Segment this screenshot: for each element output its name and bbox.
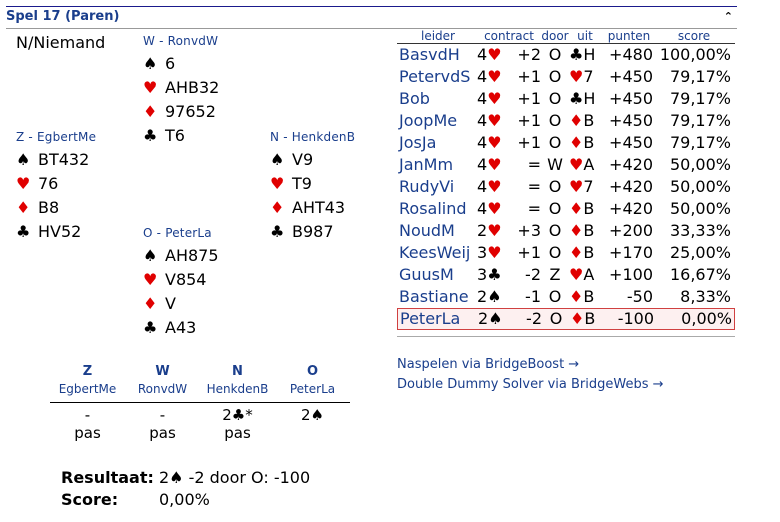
bid-name-south: EgbertMe	[58, 382, 117, 396]
row-uit: ♦B	[569, 199, 595, 218]
row-contract: 4♥	[477, 111, 502, 130]
col-contract: contract	[484, 29, 534, 43]
bid-dir-east: O	[306, 364, 319, 379]
hand-south-hearts: ♥ 76	[16, 172, 96, 196]
bid-name-east: PeterLa	[289, 382, 336, 396]
row-leider[interactable]: PetervdS	[399, 67, 471, 86]
row-score: 79,17%	[669, 67, 731, 86]
row-result: +3	[517, 221, 541, 240]
table-row	[397, 110, 735, 132]
spade-icon: ♠	[143, 54, 158, 73]
row-leider[interactable]: GuusM	[399, 265, 454, 284]
row-leider[interactable]: Bob	[399, 89, 430, 108]
row-leider[interactable]: KeesWeij	[399, 243, 471, 262]
lead-suit-icon: ♥	[569, 67, 584, 86]
bid-call: pas	[74, 424, 101, 442]
row-leider[interactable]: Bastiane	[399, 287, 469, 306]
row-leider[interactable]: JoopMe	[399, 111, 458, 130]
contract-suit-icon: ♥	[487, 67, 502, 86]
contract-suit-icon: ♥	[487, 155, 502, 174]
hand-south-diamonds: ♦ B8	[16, 196, 96, 220]
row-uit: ♦B	[569, 111, 595, 130]
spade-icon: ♠	[16, 150, 31, 169]
lead-suit-icon: ♦	[570, 309, 585, 328]
resultaat-row	[61, 467, 310, 489]
heart-icon: ♥	[143, 270, 158, 289]
hand-east-clubs: ♣ A43	[143, 316, 219, 340]
row-result: +1	[517, 133, 541, 152]
table-row	[397, 44, 735, 66]
score-value: 0,00%	[159, 490, 210, 509]
row-result: +1	[517, 67, 541, 86]
lead-suit-icon: ♣	[569, 89, 584, 108]
row-punten: -100	[617, 309, 654, 328]
row-leider[interactable]: Rosalind	[399, 199, 467, 218]
row-result: =	[527, 155, 541, 174]
score-row	[61, 489, 310, 511]
lead-suit-icon: ♦	[569, 287, 584, 306]
row-score: 50,00%	[669, 199, 731, 218]
lead-suit-icon: ♦	[569, 133, 584, 152]
col-leider: leider	[421, 29, 455, 43]
table-row	[397, 132, 735, 154]
lead-suit-icon: ♦	[569, 221, 584, 240]
row-leider[interactable]: JanMm	[399, 155, 454, 174]
row-uit: ♥A	[569, 155, 595, 174]
row-punten: +450	[609, 89, 653, 108]
diamond-icon: ♦	[143, 294, 158, 313]
row-door: O	[548, 199, 562, 218]
contract-suit-icon: ♣	[487, 265, 502, 284]
table-row	[397, 66, 735, 88]
row-punten: +170	[609, 243, 653, 262]
row-uit: ♦B	[569, 287, 595, 306]
row-punten: +480	[609, 45, 653, 64]
bid-dir-south: Z	[82, 364, 93, 379]
row-score: 50,00%	[669, 177, 731, 196]
row-result: -1	[525, 287, 541, 306]
contract-suit-icon: ♥	[487, 199, 502, 218]
row-uit: ♥7	[569, 177, 594, 196]
row-leider[interactable]: RudyVi	[399, 177, 455, 196]
row-score: 100,00%	[659, 45, 731, 64]
bid-call: pas	[224, 424, 251, 442]
table-row	[397, 88, 735, 110]
hand-west-spades: ♠ 6	[143, 52, 219, 76]
hand-south-spades: ♠ BT432	[16, 148, 96, 172]
col-uit: uit	[577, 29, 593, 43]
row-leider[interactable]: NoudM	[399, 221, 455, 240]
row-door: O	[548, 89, 562, 108]
row-uit: ♣H	[569, 89, 596, 108]
bid-call: pas	[149, 424, 176, 442]
external-links	[397, 355, 664, 395]
row-door: Z	[549, 265, 561, 284]
row-punten: +420	[609, 155, 653, 174]
bid-call: 2♠	[301, 406, 324, 424]
row-punten: -50	[626, 287, 653, 306]
row-door: O	[548, 287, 562, 306]
row-contract: 4♥	[477, 45, 502, 64]
row-uit: ♦B	[570, 309, 596, 328]
diamond-icon: ♦	[143, 102, 158, 121]
contract-suit-icon: ♥	[487, 89, 502, 108]
hand-north-hearts: ♥ T9	[270, 172, 355, 196]
board-header	[6, 6, 737, 28]
lead-suit-icon: ♥	[569, 155, 584, 174]
bid-call	[275, 421, 350, 445]
spade-icon: ♠	[270, 150, 285, 169]
row-result: -2	[525, 265, 541, 284]
bid-name-west: RonvdW	[137, 382, 188, 396]
diamond-icon: ♦	[270, 198, 285, 217]
table-row	[397, 198, 735, 220]
contract-suit-icon: ♠	[488, 309, 503, 328]
row-punten: +100	[609, 265, 653, 284]
club-icon: ♣	[16, 222, 31, 241]
row-contract: 3♣	[477, 265, 502, 284]
row-result: +2	[517, 45, 541, 64]
row-door: W	[547, 155, 563, 174]
hand-west-clubs: ♣ T6	[143, 124, 219, 148]
naspelen-link[interactable]: Naspelen via BridgeBoost →	[397, 357, 580, 372]
hand-east-hearts: ♥ V854	[143, 268, 219, 292]
row-result: +1	[517, 111, 541, 130]
table-row	[397, 286, 735, 308]
row-result: +1	[517, 89, 541, 108]
bidding-round	[50, 421, 350, 442]
lead-suit-icon: ♥	[569, 265, 584, 284]
row-score: 8,33%	[680, 287, 731, 306]
lead-suit-icon: ♦	[569, 111, 584, 130]
hand-west	[143, 34, 219, 148]
row-contract: 4♥	[477, 67, 502, 86]
resultaat-value: 2♠ -2 door O: -100	[159, 468, 311, 487]
row-leider[interactable]: PeterLa	[400, 309, 461, 328]
row-score: 79,17%	[669, 133, 731, 152]
results-table-divider	[397, 336, 735, 337]
hand-east	[143, 226, 219, 340]
row-uit: ♦B	[569, 133, 595, 152]
row-door: O	[548, 221, 562, 240]
row-score: 0,00%	[681, 309, 732, 328]
resultaat-label: Resultaat:	[61, 468, 154, 487]
row-result: =	[527, 199, 541, 218]
row-door: O	[548, 67, 562, 86]
bidding-table	[50, 364, 350, 442]
contract-suit-icon: ♥	[487, 221, 502, 240]
row-contract: 4♥	[477, 199, 502, 218]
contract-suit-icon: ♠	[487, 287, 502, 306]
heart-icon: ♥	[16, 174, 31, 193]
contract-suit-icon: ♥	[487, 133, 502, 152]
hand-west-label: W - RonvdW	[143, 34, 219, 48]
contract-suit-icon: ♥	[487, 177, 502, 196]
dealer-vulnerability: N/Niemand	[16, 33, 106, 52]
row-leider[interactable]: BasvdH	[399, 45, 460, 64]
contract-suit-icon: ♥	[487, 111, 502, 130]
row-punten: +420	[609, 199, 653, 218]
table-row	[397, 308, 735, 330]
double-dummy-link[interactable]: Double Dummy Solver via BridgeWebs →	[397, 377, 664, 392]
score-label: Score:	[61, 490, 119, 509]
row-uit: ♣H	[569, 45, 596, 64]
row-uit: ♥A	[569, 265, 595, 284]
row-result: =	[527, 177, 541, 196]
lead-suit-icon: ♥	[569, 177, 584, 196]
row-door: O	[548, 243, 562, 262]
row-contract: 2♠	[478, 309, 503, 328]
col-score: score	[677, 29, 711, 43]
table-row	[397, 176, 735, 198]
row-door: O	[549, 309, 563, 328]
club-icon: ♣	[143, 126, 158, 145]
hand-west-diamonds: ♦ 97652	[143, 100, 219, 124]
row-result: -2	[526, 309, 542, 328]
bidding-round	[50, 403, 350, 424]
hand-south-label: Z - EgbertMe	[16, 130, 97, 144]
results-table	[397, 29, 735, 337]
row-punten: +200	[609, 221, 653, 240]
row-door: O	[548, 133, 562, 152]
row-punten: +420	[609, 177, 653, 196]
bid-dir-north: N	[232, 364, 243, 379]
result-summary	[61, 467, 310, 511]
collapse-icon[interactable]: ⌃	[723, 10, 733, 23]
bidding-player-names	[50, 382, 350, 400]
col-door: door	[541, 29, 569, 43]
bid-name-north: HenkdenB	[206, 382, 269, 396]
heart-icon: ♥	[270, 174, 285, 193]
row-contract: 4♥	[477, 177, 502, 196]
bid-dir-west: W	[155, 364, 170, 379]
row-contract: 2♥	[477, 221, 502, 240]
hand-west-hearts: ♥ AHB32	[143, 76, 219, 100]
results-table-header	[397, 29, 735, 44]
heart-icon: ♥	[143, 78, 158, 97]
table-row	[397, 264, 735, 286]
lead-suit-icon: ♣	[569, 45, 584, 64]
row-door: O	[548, 111, 562, 130]
hand-north-label: N - HenkdenB	[270, 130, 356, 144]
lead-suit-icon: ♦	[569, 243, 584, 262]
lead-suit-icon: ♦	[569, 199, 584, 218]
row-score: 50,00%	[669, 155, 731, 174]
hand-east-diamonds: ♦ V	[143, 292, 219, 316]
bidding-directions	[50, 364, 350, 382]
hand-north-spades: ♠ V9	[270, 148, 355, 172]
hand-east-spades: ♠ AH875	[143, 244, 219, 268]
bid-call: -	[159, 406, 166, 424]
row-punten: +450	[609, 133, 653, 152]
row-contract: 4♥	[477, 155, 502, 174]
contract-suit-icon: ♥	[487, 243, 502, 262]
col-punten: punten	[607, 29, 651, 43]
row-door: O	[548, 45, 562, 64]
row-door: O	[548, 177, 562, 196]
hand-north-clubs: ♣ B987	[270, 220, 355, 244]
hand-north-diamonds: ♦ AHT43	[270, 196, 355, 220]
contract-suit-icon: ♥	[487, 45, 502, 64]
bid-call: 2♣*	[222, 406, 253, 424]
row-score: 79,17%	[669, 111, 731, 130]
table-row	[397, 242, 735, 264]
hand-south	[16, 130, 96, 244]
table-row	[397, 220, 735, 242]
row-uit: ♦B	[569, 243, 595, 262]
row-contract: 2♠	[477, 287, 502, 306]
results-table-body	[397, 44, 735, 330]
diamond-icon: ♦	[16, 198, 31, 217]
row-score: 33,33%	[669, 221, 731, 240]
bid-call: -	[84, 406, 91, 424]
row-score: 16,67%	[669, 265, 731, 284]
club-icon: ♣	[270, 222, 285, 241]
board-title: Spel 17 (Paren)	[6, 9, 120, 24]
table-row	[397, 154, 735, 176]
row-contract: 4♥	[477, 89, 502, 108]
club-icon: ♣	[143, 318, 158, 337]
row-contract: 3♥	[477, 243, 502, 262]
row-result: +1	[517, 243, 541, 262]
hand-south-clubs: ♣ HV52	[16, 220, 96, 244]
row-punten: +450	[609, 67, 653, 86]
hand-east-label: O - PeterLa	[143, 226, 212, 240]
row-uit: ♥7	[569, 67, 594, 86]
spade-icon: ♠	[143, 246, 158, 265]
row-leider[interactable]: JosJa	[399, 133, 437, 152]
row-uit: ♦B	[569, 221, 595, 240]
row-score: 79,17%	[669, 89, 731, 108]
hand-north	[270, 130, 355, 244]
row-punten: +450	[609, 111, 653, 130]
row-contract: 4♥	[477, 133, 502, 152]
row-score: 25,00%	[669, 243, 731, 262]
